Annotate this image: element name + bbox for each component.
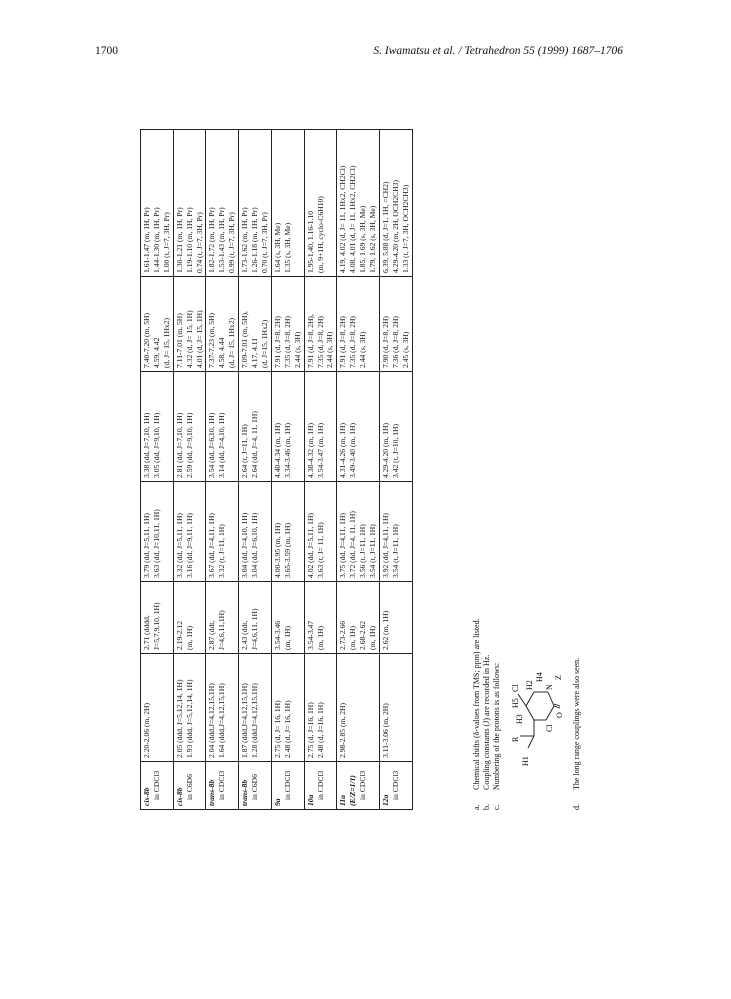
shift-cell	[141, 372, 174, 482]
shift-line: 3.75 (dd, J=4,11, 1H)	[338, 513, 348, 578]
shift-cell	[239, 482, 272, 582]
shift-line: (m, 1H)	[315, 625, 325, 650]
shift-line: 2.62 (m, 1H)	[380, 610, 390, 650]
shift-line: 2.19-2.12	[174, 620, 184, 650]
shift-line: 1.28 (ddd,J=4,12,15,1H)	[250, 683, 260, 758]
shift-line: 3.05 (dd, J=9,10, 1H)	[151, 412, 161, 478]
shift-line: (d, J= 15, 1Hx2)	[227, 317, 237, 368]
shift-cell	[239, 372, 272, 482]
shift-line: 3.32 (t, J=11, 1H)	[217, 524, 227, 578]
shift-line: 3.34-3.46 (m, 1H)	[282, 422, 292, 478]
shift-line: 7.36 (d, J=8, 2H)	[390, 316, 400, 368]
label-o: O	[555, 712, 564, 718]
shift-line: 7.11-7.01 (m, 5H)	[174, 313, 184, 368]
shift-line: 3.54 (dd, J=6,10, 1H)	[207, 412, 217, 478]
shift-line: 1.64 (ddd,J=4,12,15,1H)	[217, 683, 227, 758]
shift-cell	[206, 277, 239, 372]
shift-cell	[337, 482, 380, 582]
shift-line	[152, 657, 162, 758]
shift-line: 7.37-7.23 (m, 5H)	[207, 312, 217, 368]
shift-line: 4.19, 4.02 (d, J= 11, 1Hx2, CH2Cl)	[338, 165, 348, 273]
compound-name: 11a	[338, 795, 348, 806]
label-h5: H5	[511, 698, 520, 708]
shift-line: 2.64 (dd, J=4, 11, 1H)	[250, 411, 260, 478]
shift-line: 2.43 (ddt,	[240, 620, 250, 650]
shift-line: (d, J= 15, 1Hx2)	[161, 317, 171, 368]
solvent: in C6D6	[184, 774, 194, 800]
shift-line: 3.32 (dd, J=5,11, 1H)	[174, 513, 184, 578]
shift-line: 3.72 (dd, J=4, 11, 1H)	[348, 511, 358, 578]
shift-line: 4.40-4.34 (m, 1H)	[272, 422, 282, 478]
solvent: in CDCl3	[358, 770, 368, 800]
shift-line: 3.38 (dd, J=7,10, 1H)	[142, 412, 151, 478]
compound-name: 9a	[272, 798, 282, 806]
shift-line: 2.64 (t, J=11, 1H)	[240, 424, 250, 478]
shift-cell	[173, 277, 206, 372]
shift-line: 3.63 (dd, J=10,11, 1H)	[151, 509, 161, 578]
shift-line: 4.32 (d, J= 15, 1H)	[184, 310, 194, 368]
shift-line: 0.99 (t, J=7, 3H, Pr)	[227, 212, 237, 273]
compound-cell	[206, 762, 239, 810]
shift-cell	[304, 130, 337, 277]
page-number: 1700	[95, 45, 118, 57]
running-title: S. Iwamatsu et al. / Tetrahedron 55 (1999) 1687–1706	[373, 45, 623, 57]
table-row	[337, 130, 380, 810]
shift-cell	[206, 372, 239, 482]
shift-line: 1.61-1.47 (m, 1H, Pr)	[142, 207, 151, 273]
shift-line: 4.01 (d, J= 15, 1H)	[194, 310, 204, 368]
shift-line: 4.38-4.32 (m, 1H)	[305, 422, 315, 478]
shift-line: 2.44 (s, 3H)	[325, 331, 335, 368]
shift-line: 7.35 (d, J=8, 2H)	[348, 316, 358, 368]
shift-cell	[337, 654, 380, 762]
shift-cell	[304, 582, 337, 654]
solvent: in CDCl3	[390, 770, 400, 800]
shift-cell	[141, 277, 174, 372]
shift-line: 2.48 (d, J=16, 1H)	[315, 702, 325, 758]
shift-line: 2.87 (ddt,	[207, 620, 217, 650]
shift-line: 1.30-1.21 (m, 1H, Pr)	[174, 207, 184, 273]
shift-line: 2.59 (dd, J=9,10, 1H)	[184, 412, 194, 478]
shift-line: 7.09-7.01 (m, 5H),	[240, 311, 250, 368]
solvent: in CDCl3	[151, 770, 161, 800]
shift-line: 2.44 (s, 3H)	[292, 331, 302, 368]
label-z: Z	[554, 675, 563, 680]
shift-cell	[379, 654, 412, 762]
shift-line: 1.73-1.62 (m, 1H, Pr)	[240, 207, 250, 273]
compound-cell	[173, 762, 206, 810]
shift-cell	[379, 582, 412, 654]
shift-line: 1.85, 1.69 (s, 3H, Me)	[358, 205, 368, 273]
shift-cell	[239, 277, 272, 372]
footnote-b: b. Coupling constants (J) are recorded in Hz.	[482, 654, 491, 810]
table-row	[173, 130, 206, 810]
shift-line: 4.31-4.26 (m, 1H)	[338, 422, 348, 478]
shift-line: 3.54-3.46	[272, 620, 282, 650]
shift-line: 7.35 (d, J=8, 2H)	[315, 316, 325, 368]
compound-name: cis-8b	[142, 787, 151, 806]
compound-cell	[141, 762, 174, 810]
shift-cell	[304, 654, 337, 762]
shift-cell	[271, 582, 304, 654]
footnote-c: c. Numbering of the protons is as follows:	[492, 662, 501, 810]
shift-line: 3.67 (dd, J=4,11, 1H)	[207, 513, 217, 578]
compound-subtitle: (E/Z=1/1)	[348, 775, 358, 806]
shift-cell	[173, 372, 206, 482]
shift-cell	[271, 372, 304, 482]
table-row	[141, 130, 174, 810]
shift-cell	[206, 654, 239, 762]
shift-line: 4.29-4.20 (m, 2H, OCH2CH3)	[390, 179, 400, 273]
shift-cell	[379, 372, 412, 482]
shift-line: 3.42 (t, J=10, 1H)	[390, 423, 400, 478]
shift-line: 3.04 (dd, J=6,10, 1H)	[250, 512, 260, 578]
shift-cell	[173, 582, 206, 654]
shift-line: (m, 1H)	[368, 625, 378, 650]
shift-line: 7.91 (d, J=8, 2H),	[305, 314, 315, 368]
label-n: N	[545, 684, 554, 690]
nmr-data-table	[140, 129, 413, 810]
shift-line: 3.11-3.06 (m, 2H)	[380, 703, 390, 758]
footnote-d: d. The long range couplings were also seen.	[572, 657, 581, 810]
shift-line: 2.75 (d, J=16, 1H)	[305, 702, 315, 758]
shift-cell	[173, 130, 206, 277]
compound-cell	[239, 762, 272, 810]
shift-cell	[239, 582, 272, 654]
shift-line: 3.54-3.47	[305, 620, 315, 650]
shift-line: (d, J=15, 1Hx2)	[259, 319, 269, 368]
shift-cell	[304, 277, 337, 372]
shift-cell	[173, 654, 206, 762]
shift-cell	[239, 654, 272, 762]
compound-name: 10a	[305, 794, 315, 806]
compound-cell	[337, 762, 380, 810]
shift-cell	[271, 130, 304, 277]
shift-cell	[379, 277, 412, 372]
shift-line: 2.68-2.62	[358, 620, 368, 650]
shift-line: 7.35 (d, J=8, 2H)	[282, 316, 292, 368]
compound-cell	[271, 762, 304, 810]
label-cl-bottom: Cl	[545, 724, 554, 732]
shift-line: 6.39, 5.88 (d, J=1, 1H, =CH2)	[380, 181, 390, 273]
shift-line: (m, 9+1H, cyclo-C6H10)	[315, 196, 325, 273]
shift-line: J=5,7,9,10, 1H)	[151, 602, 161, 650]
label-cl-top: Cl	[511, 684, 520, 692]
compound-name: cis-8b	[174, 787, 184, 806]
shift-cell	[141, 582, 174, 654]
solvent: in CDCl3	[282, 770, 292, 800]
shift-line	[391, 657, 401, 758]
shift-cell	[304, 372, 337, 482]
shift-line: 1.93 (ddd, J=5,12,14, 1H)	[184, 679, 194, 758]
shift-line: 7.90 (d, J=8, 2H)	[380, 316, 390, 368]
shift-line: 0.74 (t, J=7, 3H, Pr)	[194, 212, 204, 273]
shift-line: J=4,6,11,1H)	[217, 610, 227, 650]
footnotes	[472, 120, 502, 810]
shift-cell	[337, 372, 380, 482]
shift-line: 0.70 (t, J=7, 3H, Pr)	[259, 212, 269, 273]
rotated-content	[140, 120, 590, 810]
label-h4: H4	[535, 672, 544, 682]
compound-name: trans-8b	[240, 779, 250, 806]
shift-cell	[337, 277, 380, 372]
shift-line: 4.29-4.20 (m, 1H)	[380, 422, 390, 478]
shift-line: 3.54-3.47 (m, 1H)	[315, 422, 325, 478]
shift-line: 1.26-1.18 (m, 1H, Pr)	[250, 207, 260, 273]
shift-line: 7.40-7.20 (m, 5H)	[142, 312, 151, 368]
shift-cell	[206, 130, 239, 277]
shift-line: 2.20-2.06 (m, 2H)	[142, 702, 151, 758]
shift-line	[293, 133, 303, 273]
shift-line: 4.58, 4.44	[217, 337, 227, 368]
shift-line: 2.04 (ddd,J=4,12,15,1H)	[207, 683, 217, 758]
page-header	[0, 45, 731, 65]
compound-name: trans-8b	[207, 779, 217, 806]
shift-cell	[271, 277, 304, 372]
shift-cell	[173, 482, 206, 582]
compound-cell	[379, 762, 412, 810]
shift-line: 3.63 (t, J= 11, 1H)	[315, 522, 325, 578]
shift-line: 2.81 (dd, J=7,10, 1H)	[174, 412, 184, 478]
label-h3: H3	[515, 714, 524, 724]
shift-line: 1.35 (s, 3H, Me)	[282, 222, 292, 273]
shift-cell	[337, 582, 380, 654]
label-h1: H1	[521, 756, 530, 766]
shift-line: 2.05 (ddd, J=5,12,14, 1H)	[174, 679, 184, 758]
shift-line: 1.00 (t, J=7, 3H, Pr)	[161, 212, 171, 273]
compound-cell	[304, 762, 337, 810]
shift-line: 2.45 (s, 3H)	[400, 331, 410, 368]
shift-cell	[304, 482, 337, 582]
table-row	[304, 130, 337, 810]
shift-cell	[337, 130, 380, 277]
shift-line: 1.64 (s, 3H, Me)	[272, 222, 282, 273]
shift-line: 4.02 (dd, J=5,11, 1H)	[305, 513, 315, 578]
shift-line: 3.56 (t, J=11, 1H)	[358, 524, 368, 578]
shift-line: 4.08, 4.01 (d, J= 11, 1Hx2, CH2Cl)	[348, 165, 358, 273]
shift-cell	[141, 654, 174, 762]
shift-cell	[141, 130, 174, 277]
shift-cell	[271, 654, 304, 762]
shift-line: 4.59, 4.42	[151, 337, 161, 368]
shift-line: 3.54 (t, J=11, 1H)	[390, 524, 400, 578]
shift-line: 1.53-1.43 (m, 1H, Pr)	[217, 207, 227, 273]
table-row	[239, 130, 272, 810]
shift-line: 7.91 (d, J=8, 2H)	[272, 316, 282, 368]
solvent: in CDCl3	[315, 770, 325, 800]
shift-cell	[239, 130, 272, 277]
shift-line: 3.79 (dd, J=5,11, 1H)	[142, 513, 151, 578]
shift-line: (m, 1H)	[282, 625, 292, 650]
shift-cell	[141, 482, 174, 582]
shift-line: 3.16 (dd, J=9,11, 1H)	[184, 513, 194, 578]
table-row	[271, 130, 304, 810]
shift-line: 1.82-1.72 (m, 1H, Pr)	[207, 207, 217, 273]
shift-line: 2.73-2.66	[338, 620, 348, 650]
table-row	[206, 130, 239, 810]
footnote-a: a. Chemical shifts (δ-values from TMS; ppm) are listed.	[472, 618, 481, 810]
shift-line: J=4,6,11, 1H)	[250, 608, 260, 650]
label-h2: H2	[525, 680, 534, 690]
shift-line	[348, 657, 358, 758]
shift-line: 2.44 (s, 3H)	[358, 331, 368, 368]
shift-line: 3.14 (dd, J=4,10, 1H)	[217, 412, 227, 478]
shift-line: 1.95-1.40, 1.16-1.10	[305, 210, 315, 273]
shift-cell	[379, 130, 412, 277]
compound-name: 12a	[380, 794, 390, 806]
shift-line: 3.49-3.40 (m, 1H)	[348, 422, 358, 478]
shift-line	[391, 585, 401, 650]
shift-line: 1.87 (ddd,J=4,12,15,1H)	[240, 683, 250, 758]
shift-line: (m, 1H)	[348, 625, 358, 650]
shift-line: 2.98-2.85 (m, 2H)	[338, 702, 348, 758]
shift-line	[325, 133, 335, 273]
shift-line: 1.19-1.10 (m, 1H, Pr)	[184, 207, 194, 273]
shift-cell	[206, 482, 239, 582]
shift-line: 3.92 (dd, J=4,11, 1H)	[380, 513, 390, 578]
shift-line: (m, 1H)	[184, 625, 194, 650]
solvent: in C6D6	[250, 774, 260, 800]
shift-line: 2.75 (d, J= 16, 1H)	[272, 700, 282, 758]
shift-cell	[379, 482, 412, 582]
shift-line: 3.54 (t, J=11, 1H)	[368, 524, 378, 578]
shift-line: 4.00-3.95 (m, 1H)	[272, 522, 282, 578]
solvent: in CDCl3	[217, 770, 227, 800]
shift-line: 7.91 (d, J=8, 2H)	[338, 316, 348, 368]
table-body	[141, 130, 413, 810]
shift-line: 2.71 (dddd,	[142, 615, 151, 650]
shift-line: 3.04 (dd, J=4,10, 1H)	[240, 512, 250, 578]
label-r: R	[511, 736, 520, 742]
shift-line: 4.17, 4.11	[250, 337, 260, 368]
proton-numbering-structure	[508, 640, 563, 770]
shift-line: 1.33 (t, J=7, 3H, OCH2CH3)	[400, 184, 410, 273]
shift-cell	[206, 582, 239, 654]
shift-cell	[271, 482, 304, 582]
shift-line: 1.44-1.30 (m, 1H, Pr)	[151, 207, 161, 273]
shift-line: 2.48 (d, J= 16, 1H)	[282, 700, 292, 758]
shift-line: 3.65-3.59 (m, 1H)	[282, 522, 292, 578]
shift-line: 1.79, 1.62 (s, 3H, Me)	[368, 205, 378, 273]
table-row	[379, 130, 412, 810]
